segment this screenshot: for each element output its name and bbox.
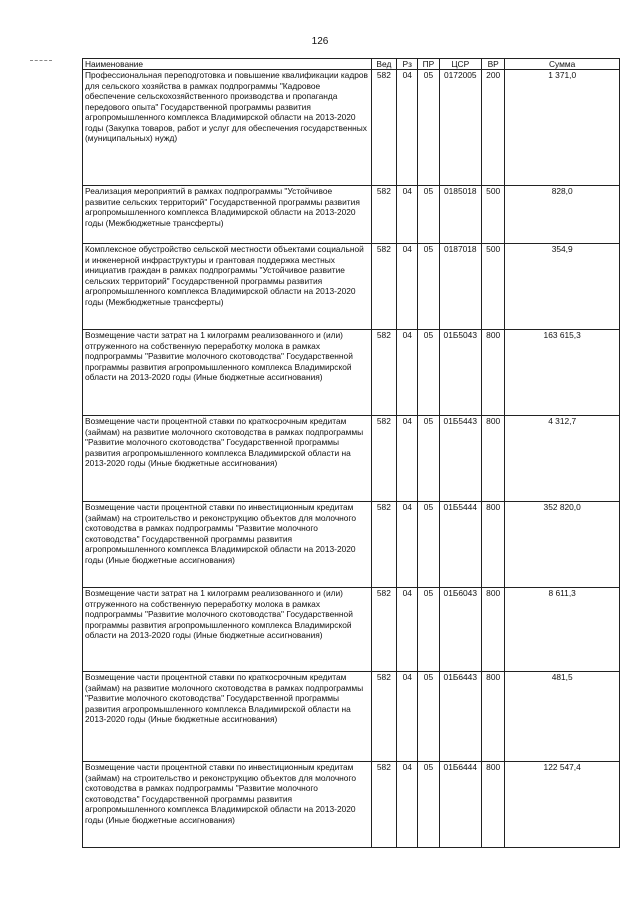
row-rz: 04 — [397, 244, 418, 330]
row-pr: 05 — [418, 762, 439, 848]
row-vr: 200 — [482, 70, 505, 186]
row-pr: 05 — [418, 502, 439, 588]
table-row — [83, 588, 620, 672]
row-vr: 800 — [482, 416, 505, 502]
row-pr: 05 — [418, 588, 439, 672]
row-name: Реализация мероприятий в рамках подпрограммы "Устойчивое развитие сельских территорий" Государственной программы развития агропромышленного комплекса Владимирской области на 2013-2020 годы (Межбюджетные трансферты) — [83, 186, 372, 244]
row-vr: 800 — [482, 330, 505, 416]
row-rz: 04 — [397, 502, 418, 588]
row-sum: 163 615,3 — [505, 330, 620, 416]
row-name: Профессиональная переподготовка и повышение квалификации кадров для сельского хозяйства в рамках подпрограммы "Кадровое обеспечение сельскохозяйственного производства и пропаганда передового опыта" Государственной программы развития агропромышленного комплекса Владимирской области на 2013-2020 годы (Закупка товаров, работ и услуг для обеспечения государственных (муниципальных) нужд) — [83, 70, 372, 186]
table-row — [83, 502, 620, 588]
table-header-row — [83, 59, 620, 70]
table-row — [83, 186, 620, 244]
table-row — [83, 672, 620, 762]
scan-mark — [30, 60, 52, 62]
row-csr: 0185018 — [439, 186, 481, 244]
row-vr: 500 — [482, 244, 505, 330]
row-rz: 04 — [397, 70, 418, 186]
row-rz: 04 — [397, 672, 418, 762]
row-sum: 481,5 — [505, 672, 620, 762]
row-ved: 582 — [371, 588, 396, 672]
row-csr: 01Б6444 — [439, 762, 481, 848]
row-pr: 05 — [418, 672, 439, 762]
header-ved: Вед — [371, 59, 396, 70]
row-name: Возмещение части затрат на 1 килограмм реализованного и (или) отгруженного на собственную переработку молока в рамках подпрограммы "Развитие молочного скотоводства" Государственной программы развития агропромышленного комплекса Владимирской области на 2013-2020 годы (Иные бюджетные ассигнования) — [83, 330, 372, 416]
header-sum: Сумма — [505, 59, 620, 70]
row-rz: 04 — [397, 330, 418, 416]
row-rz: 04 — [397, 186, 418, 244]
row-name: Возмещение части процентной ставки по инвестиционным кредитам (займам) на строительство и реконструкцию объектов для молочного скотоводства в рамках подпрограммы "Развитие молочного скотоводства" Государственной программы развития агропромышленного комплекса Владимирской области на 2013-2020 годы (Иные бюджетные ассигнования) — [83, 502, 372, 588]
table-row — [83, 70, 620, 186]
row-pr: 05 — [418, 330, 439, 416]
row-csr: 01Б5444 — [439, 502, 481, 588]
header-rz: Рз — [397, 59, 418, 70]
row-name: Возмещение части процентной ставки по краткосрочным кредитам (займам) на развитие молочного скотоводства в рамках подпрограммы "Развитие молочного скотоводства" Государственной программы развития агропромышленного комплекса Владимирской области на 2013-2020 годы (Иные бюджетные ассигнования) — [83, 416, 372, 502]
row-sum: 122 547,4 — [505, 762, 620, 848]
row-sum: 352 820,0 — [505, 502, 620, 588]
row-pr: 05 — [418, 416, 439, 502]
row-pr: 05 — [418, 70, 439, 186]
row-ved: 582 — [371, 762, 396, 848]
row-sum: 828,0 — [505, 186, 620, 244]
row-ved: 582 — [371, 416, 396, 502]
row-csr: 0187018 — [439, 244, 481, 330]
row-vr: 800 — [482, 672, 505, 762]
table-row — [83, 762, 620, 848]
row-csr: 01Б5043 — [439, 330, 481, 416]
row-ved: 582 — [371, 330, 396, 416]
row-pr: 05 — [418, 244, 439, 330]
row-vr: 800 — [482, 588, 505, 672]
row-csr: 01Б5443 — [439, 416, 481, 502]
row-csr: 0172005 — [439, 70, 481, 186]
row-sum: 8 611,3 — [505, 588, 620, 672]
row-ved: 582 — [371, 672, 396, 762]
table-row — [83, 244, 620, 330]
row-ved: 582 — [371, 186, 396, 244]
header-csr: ЦСР — [439, 59, 481, 70]
row-pr: 05 — [418, 186, 439, 244]
row-sum: 1 371,0 — [505, 70, 620, 186]
row-name: Возмещение части затрат на 1 килограмм реализованного и (или) отгруженного на собственную переработку молока в рамках подпрограммы "Развитие молочного скотоводства" Государственной программы развития агропромышленного комплекса Владимирской области на 2013-2020 годы (Иные бюджетные ассигнования) — [83, 588, 372, 672]
row-vr: 800 — [482, 762, 505, 848]
row-ved: 582 — [371, 244, 396, 330]
row-ved: 582 — [371, 502, 396, 588]
header-name: Наименование — [83, 59, 372, 70]
table-row — [83, 330, 620, 416]
row-sum: 4 312,7 — [505, 416, 620, 502]
row-rz: 04 — [397, 416, 418, 502]
header-vr: ВР — [482, 59, 505, 70]
table-row — [83, 416, 620, 502]
row-vr: 500 — [482, 186, 505, 244]
row-vr: 800 — [482, 502, 505, 588]
row-ved: 582 — [371, 70, 396, 186]
row-name: Возмещение части процентной ставки по инвестиционным кредитам (займам) на строительство и реконструкцию объектов для молочного скотоводства в рамках подпрограммы "Развитие молочного скотоводства" Государственной программы развития агропромышленного комплекса Владимирской области на 2013-2020 годы (Иные бюджетные ассигнования) — [83, 762, 372, 848]
row-rz: 04 — [397, 588, 418, 672]
header-pr: ПР — [418, 59, 439, 70]
row-rz: 04 — [397, 762, 418, 848]
row-csr: 01Б6443 — [439, 672, 481, 762]
row-name: Комплексное обустройство сельской местности объектами социальной и инженерной инфраструктуры и грантовая поддержка местных инициатив граждан в рамках подпрограммы "Устойчивое развитие сельских территорий" Государственной программы развития агропромышленного комплекса Владимирской области на 2013-2020 годы (Межбюджетные трансферты) — [83, 244, 372, 330]
budget-table — [82, 58, 620, 848]
row-sum: 354,9 — [505, 244, 620, 330]
row-name: Возмещение части процентной ставки по краткосрочным кредитам (займам) на развитие молочного скотоводства в рамках подпрограммы "Развитие молочного скотоводства" Государственной программы развития агропромышленного комплекса Владимирской области на 2013-2020 годы (Иные бюджетные ассигнования) — [83, 672, 372, 762]
page-number: 126 — [311, 36, 329, 47]
row-csr: 01Б6043 — [439, 588, 481, 672]
